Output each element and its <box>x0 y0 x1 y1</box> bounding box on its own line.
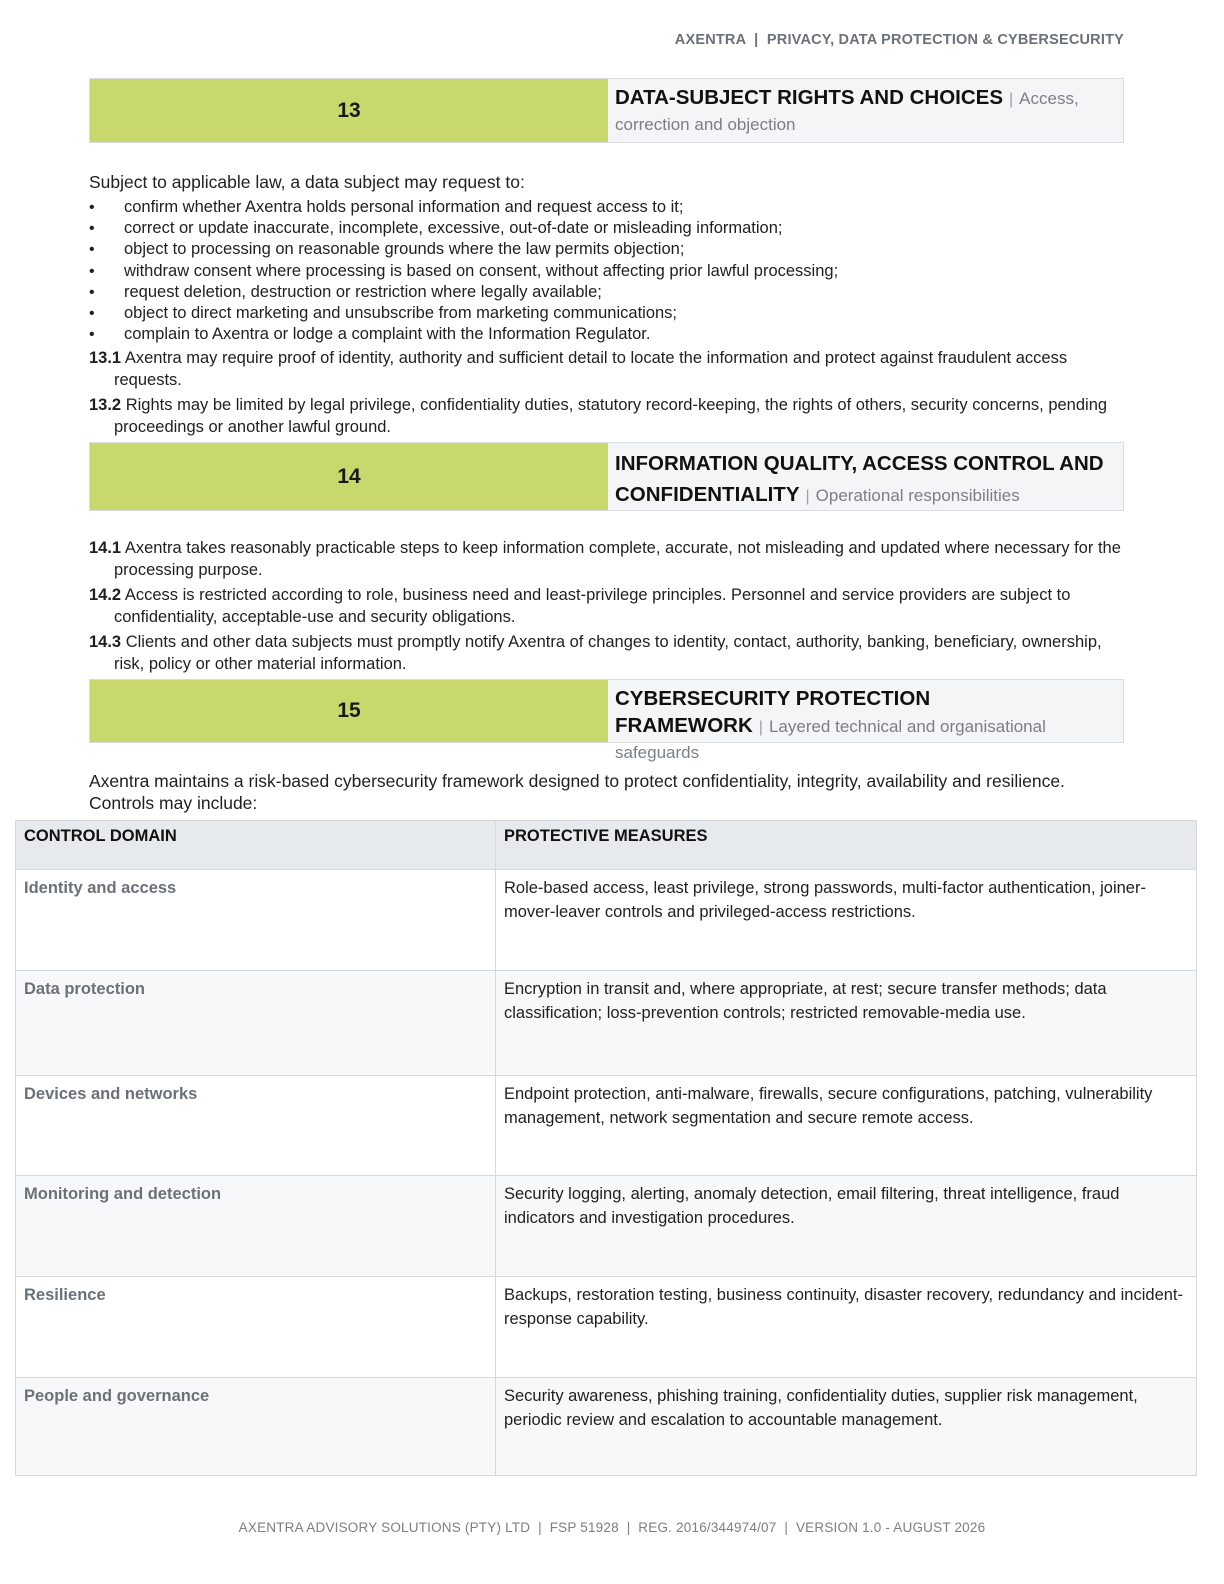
section-subtitle: Layered technical and organisational safeguards <box>615 717 1046 762</box>
clause-number: 14.1 <box>89 539 122 557</box>
control-domain: Monitoring and detection <box>16 1176 496 1277</box>
section-separator: | <box>1009 91 1014 108</box>
table-row <box>16 971 1197 1076</box>
section-separator: | <box>758 719 763 736</box>
clause-14-1 <box>89 538 1129 581</box>
page-header: AXENTRA | PRIVACY, DATA PROTECTION & CYBERSECURITY <box>674 32 1124 48</box>
list-item: • object to processing on reasonable grounds where the law permits objection; <box>89 239 1129 260</box>
section-separator: | <box>805 488 810 505</box>
section-number: 15 <box>90 680 608 742</box>
section-heading <box>608 443 1123 510</box>
section-title: DATA-SUBJECT RIGHTS AND CHOICES <box>615 86 1003 109</box>
section-subtitle: Operational responsibilities <box>815 486 1020 505</box>
section-title: INFORMATION QUALITY, ACCESS CONTROL AND CONFIDENTIALITY <box>615 452 1104 506</box>
clause-13-1 <box>89 348 1129 391</box>
section-heading <box>608 79 1123 142</box>
list-item: • withdraw consent where processing is based on consent, without affecting prior lawful processing; <box>89 261 1129 282</box>
clause-text: Rights may be limited by legal privilege, confidentiality duties, statutory record-keeping, the rights of others, security concerns, pending proceedings or another lawful ground. <box>114 396 1108 436</box>
section-13-intro: Subject to applicable law, a data subject may request to: <box>89 172 525 192</box>
table-row <box>16 1076 1197 1176</box>
clause-14-3 <box>89 632 1129 675</box>
section-14-banner <box>89 442 1124 511</box>
clause-text: Axentra takes reasonably practicable steps to keep information complete, accurate, not misleading and updated where necessary for the processing purpose. <box>114 539 1121 579</box>
list-item: • object to direct marketing and unsubscribe from marketing communications; <box>89 303 1129 324</box>
clause-number: 13.2 <box>89 396 122 414</box>
clause-text: Clients and other data subjects must promptly notify Axentra of changes to identity, contact, authority, banking, beneficiary, ownership, risk, policy or other material information. <box>114 633 1102 673</box>
section-number: 13 <box>90 79 608 142</box>
bullet-icon: • <box>89 326 95 344</box>
section-number: 14 <box>90 443 608 510</box>
section-subtitle: Access, correction and objection <box>615 89 1079 134</box>
bullet-icon: • <box>89 305 95 323</box>
list-item: • request deletion, destruction or restriction where legally available; <box>89 282 1129 303</box>
bullet-icon: • <box>89 220 95 238</box>
clause-14-2 <box>89 585 1129 628</box>
table-row <box>16 1277 1197 1378</box>
bullet-icon: • <box>89 199 95 216</box>
list-item: • confirm whether Axentra holds personal information and request access to it; <box>89 197 1129 218</box>
protective-measures: Security logging, alerting, anomaly detection, email filtering, threat intelligence, fraud indicators and investigation procedures. <box>496 1176 1197 1277</box>
protective-measures: Encryption in transit and, where appropriate, at rest; secure transfer methods; data classification; loss-prevention controls; restricted removable-media use. <box>496 971 1197 1076</box>
bullet-icon: • <box>89 241 95 259</box>
clause-text: Axentra may require proof of identity, authority and sufficient detail to locate the information and protect against fraudulent access requests. <box>114 349 1068 389</box>
control-domain: Resilience <box>16 1277 496 1378</box>
control-domain: People and governance <box>16 1378 496 1476</box>
table-row <box>16 870 1197 971</box>
bullet-icon: • <box>89 262 95 280</box>
protective-measures: Endpoint protection, anti-malware, firewalls, secure configurations, patching, vulnerability management, network segmentation and secure remote access. <box>496 1076 1197 1176</box>
control-domain: Data protection <box>16 971 496 1076</box>
section-heading <box>608 680 1123 762</box>
bullet-icon: • <box>89 283 95 301</box>
control-domain: Identity and access <box>16 870 496 971</box>
clause-number: 14.3 <box>89 633 122 651</box>
section-15-banner <box>89 679 1124 762</box>
section-13-banner <box>89 78 1124 143</box>
list-item: • complain to Axentra or lodge a complaint with the Information Regulator. <box>89 324 1129 345</box>
control-domain: Devices and networks <box>16 1076 496 1176</box>
table-row <box>16 1176 1197 1277</box>
protective-measures: Role-based access, least privilege, strong passwords, multi-factor authentication, joiner-mover-leaver controls and privileged-access restrictions. <box>496 870 1197 971</box>
clause-number: 13.1 <box>89 349 122 367</box>
column-header: PROTECTIVE MEASURES <box>496 821 1197 870</box>
table-row <box>16 1378 1197 1476</box>
protective-measures: Security awareness, phishing training, confidentiality duties, supplier risk management, periodic review and escalation to accountable management. <box>496 1378 1197 1476</box>
clause-number: 14.2 <box>89 586 122 604</box>
list-item: • correct or update inaccurate, incomplete, excessive, out-of-date or misleading information; <box>89 218 1129 239</box>
clause-text: Access is restricted according to role, business need and least-privilege principles. Personnel and service providers are subject to confidentiality, acceptable-use and security obligations. <box>114 586 1071 626</box>
controls-table <box>15 820 1197 1476</box>
protective-measures: Backups, restoration testing, business continuity, disaster recovery, redundancy and incident-response capability. <box>496 1277 1197 1378</box>
section-title: CYBERSECURITY PROTECTION FRAMEWORK <box>615 687 931 737</box>
page-footer: AXENTRA ADVISORY SOLUTIONS (PTY) LTD | FSP 51928 | REG. 2016/344974/07 | VERSION 1.0 - AUGUST 2026 <box>238 1520 986 1535</box>
section-15-intro: Axentra maintains a risk-based cybersecurity framework designed to protect confidentiality, integrity, availability and resilience. Controls may include: <box>89 771 1065 813</box>
column-header: CONTROL DOMAIN <box>16 821 496 870</box>
clause-13-2 <box>89 395 1129 438</box>
rights-list <box>89 197 1129 345</box>
table-header-row <box>16 821 1197 870</box>
